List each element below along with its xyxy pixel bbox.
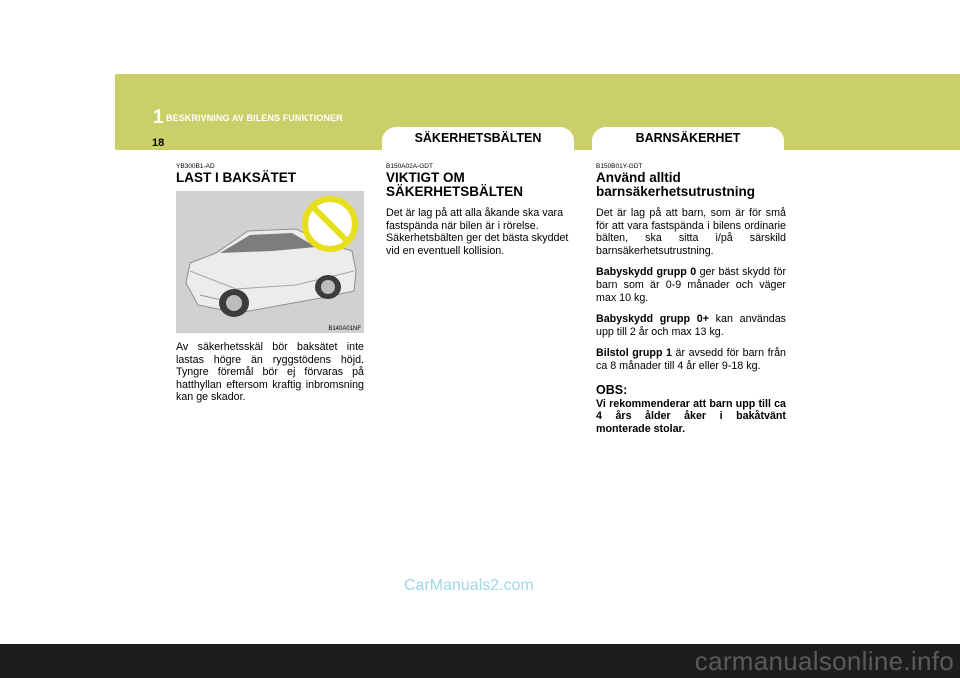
section-code: B150B01Y-GDT: [596, 163, 643, 170]
note-text: Vi rekommenderar att barn upp till ca 4 års ålder åker i bakåtvänt monterade stolar.: [596, 397, 786, 435]
intro-text: Det är lag på att barn, som är för små för att vara fastspända i bilens ordinarie bälten, ska sitta i/på särskild barnsäkerhetsutrustning.: [596, 207, 786, 257]
column-barnsakerhet: [596, 163, 786, 435]
section-title: VIKTIGT OM SÄKERHETSBÄLTEN: [386, 170, 524, 199]
page-number: 18: [152, 137, 165, 149]
body-text: Det är lag på att alla åkande ska vara fastspända när bilen är i rörelse. Säkerhetsbälten ger det bästa skyddet vid en eventuell kollision.: [386, 207, 569, 257]
footer-link[interactable]: carmanualsonline.info: [694, 646, 954, 676]
watermark-link[interactable]: CarManuals2.com: [404, 577, 534, 594]
chapter-title: BESKRIVNING AV BILENS FUNKTIONER: [166, 113, 343, 123]
footer-bar: [0, 644, 960, 678]
column-last-i-baksatet: [176, 163, 364, 413]
list-item: [596, 347, 786, 372]
tab-sakerhetsbalten: SÄKERHETSBÄLTEN: [382, 127, 574, 150]
section-title: Använd alltid barnsäkerhetsutrustning: [596, 170, 756, 199]
item-term: Babyskydd grupp 0: [596, 266, 697, 279]
section-title: LAST I BAKSÄTET: [176, 170, 296, 185]
item-term: Babyskydd grupp 0+: [596, 313, 709, 326]
item-text: kan användas upp till 2 år och max 13 kg.: [596, 313, 786, 338]
note-title: OBS:: [596, 382, 628, 397]
car-illustration: [176, 191, 364, 333]
item-text: är avsedd för barn från ca 8 månader till 4 år eller 9-18 kg.: [596, 347, 787, 372]
body-text: Av säkerhetsskäl bör baksätet inte lastas högre än ryggstödens höjd. Tyngre föremål bör ej förvaras på hatthyllan eftersom kraftig inbromsning kan ge skador.: [176, 341, 364, 404]
item-term: Bilstol grupp 1: [596, 347, 672, 360]
column-viktigt-om-sakerhetsbalten: [386, 163, 576, 266]
item-text: ger bäst skydd för barn som är 0-9 månader och väger max 10 kg.: [596, 266, 786, 304]
image-code: B140A01NF: [328, 326, 361, 332]
section-code: YB300B1-AD: [176, 163, 215, 170]
chapter-number: 1: [153, 107, 164, 128]
list-item: [596, 266, 786, 304]
prohibition-icon: [305, 199, 355, 249]
tab-barnsakerhet: BARNSÄKERHET: [592, 127, 784, 150]
list-item: [596, 313, 786, 338]
section-code: B150A02A-GDT: [386, 163, 433, 170]
